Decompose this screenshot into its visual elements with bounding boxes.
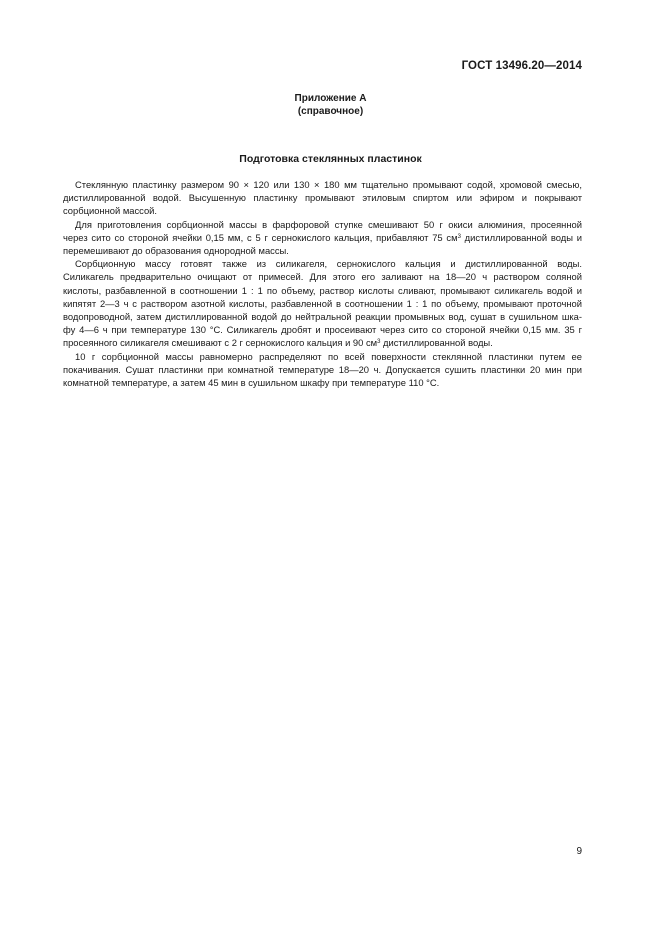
page-number: 9 xyxy=(576,846,582,857)
paragraph-line xyxy=(63,336,582,349)
paragraph-line: кислоты, разбавленной в соотношении 1 : 1 по объему, раствор кислоты сливают, промывают силикагель водой и xyxy=(63,284,582,296)
paragraph-line: кипятят 2—3 ч с раствором азотной кислоты, разбавленной в соотношении 1 : 1 по объему, промывают проточной xyxy=(63,297,582,309)
paragraph-line: 10 г сорбционной массы равномерно распределяют по всей поверхности стеклянной пластинки путем ее xyxy=(75,350,582,362)
section-title: Подготовка стеклянных пластинок xyxy=(239,153,422,165)
paragraph-line: Для приготовления сорбционной массы в фарфоровой ступке смешивают 50 г окиси алюминия, просеянной xyxy=(75,218,582,230)
paragraph-1 xyxy=(63,178,582,218)
paragraph-line-head: через сито со стороной ячейки 0,15 мм, с 5 г сернокислого кальция, прибавляют 75 см xyxy=(63,231,458,243)
paragraph-line: Сорбционную массу готовят также из силикагеля, сернокислого кальция и дистиллированной воды. xyxy=(75,258,582,270)
paragraph-line: сорбционной массой. xyxy=(63,205,158,217)
paragraph-line: перемешивают до образования однородной массы. xyxy=(63,245,289,257)
paragraph-line: покачивания. Сушат пластинки при комнатной температуре 18—20 ч. Допускается сушить пластинки 20 мин при xyxy=(63,363,582,375)
paragraph-line: дистиллированной водой. Высушенную пластинку промывают этиловым спиртом или эфиром и покрывают xyxy=(63,192,582,204)
body-text xyxy=(63,178,582,389)
paragraph-line xyxy=(63,231,582,244)
paragraph-line-head: просеянного силикагеля смешивают с 2 г сернокислого кальция и 90 см xyxy=(63,337,378,349)
paragraph-line-tail: дистиллированной воды. xyxy=(380,337,493,349)
superscript: 3 xyxy=(377,339,381,346)
paragraph-2 xyxy=(63,218,582,258)
superscript: 3 xyxy=(457,233,461,240)
paragraph-line: Стеклянную пластинку размером 90 × 120 или 130 × 180 мм тщательно промывают содой, хромовой смесью, xyxy=(75,179,582,190)
paragraph-line: Силикагель предварительно очищают от примесей. Для этого его заливают на 18—20 ч раствором соляной xyxy=(63,271,582,283)
appendix-heading xyxy=(0,92,661,118)
appendix-subtitle: (справочное) xyxy=(297,106,364,117)
paragraph-line-tail: дистиллированной воды и xyxy=(460,231,582,243)
paragraph-4 xyxy=(63,350,582,390)
appendix-title: Приложение А xyxy=(294,93,367,104)
document-standard-number: ГОСТ 13496.20—2014 xyxy=(461,60,582,72)
paragraph-line: комнатной температуре, а затем 45 мин в сушильном шкафу при температуре 110 °С. xyxy=(63,377,440,389)
paragraph-line: фу 4—6 ч при температуре 130 °С. Силикагель дробят и просеивают через сито со стороной ячейки 0,15 мм. 35 г xyxy=(63,324,582,336)
paragraph-3 xyxy=(63,257,582,349)
paragraph-line: водопроводной, затем дистиллированной водой до нейтральной реакции промывных вод, сушат в сушильном шка- xyxy=(63,311,582,323)
